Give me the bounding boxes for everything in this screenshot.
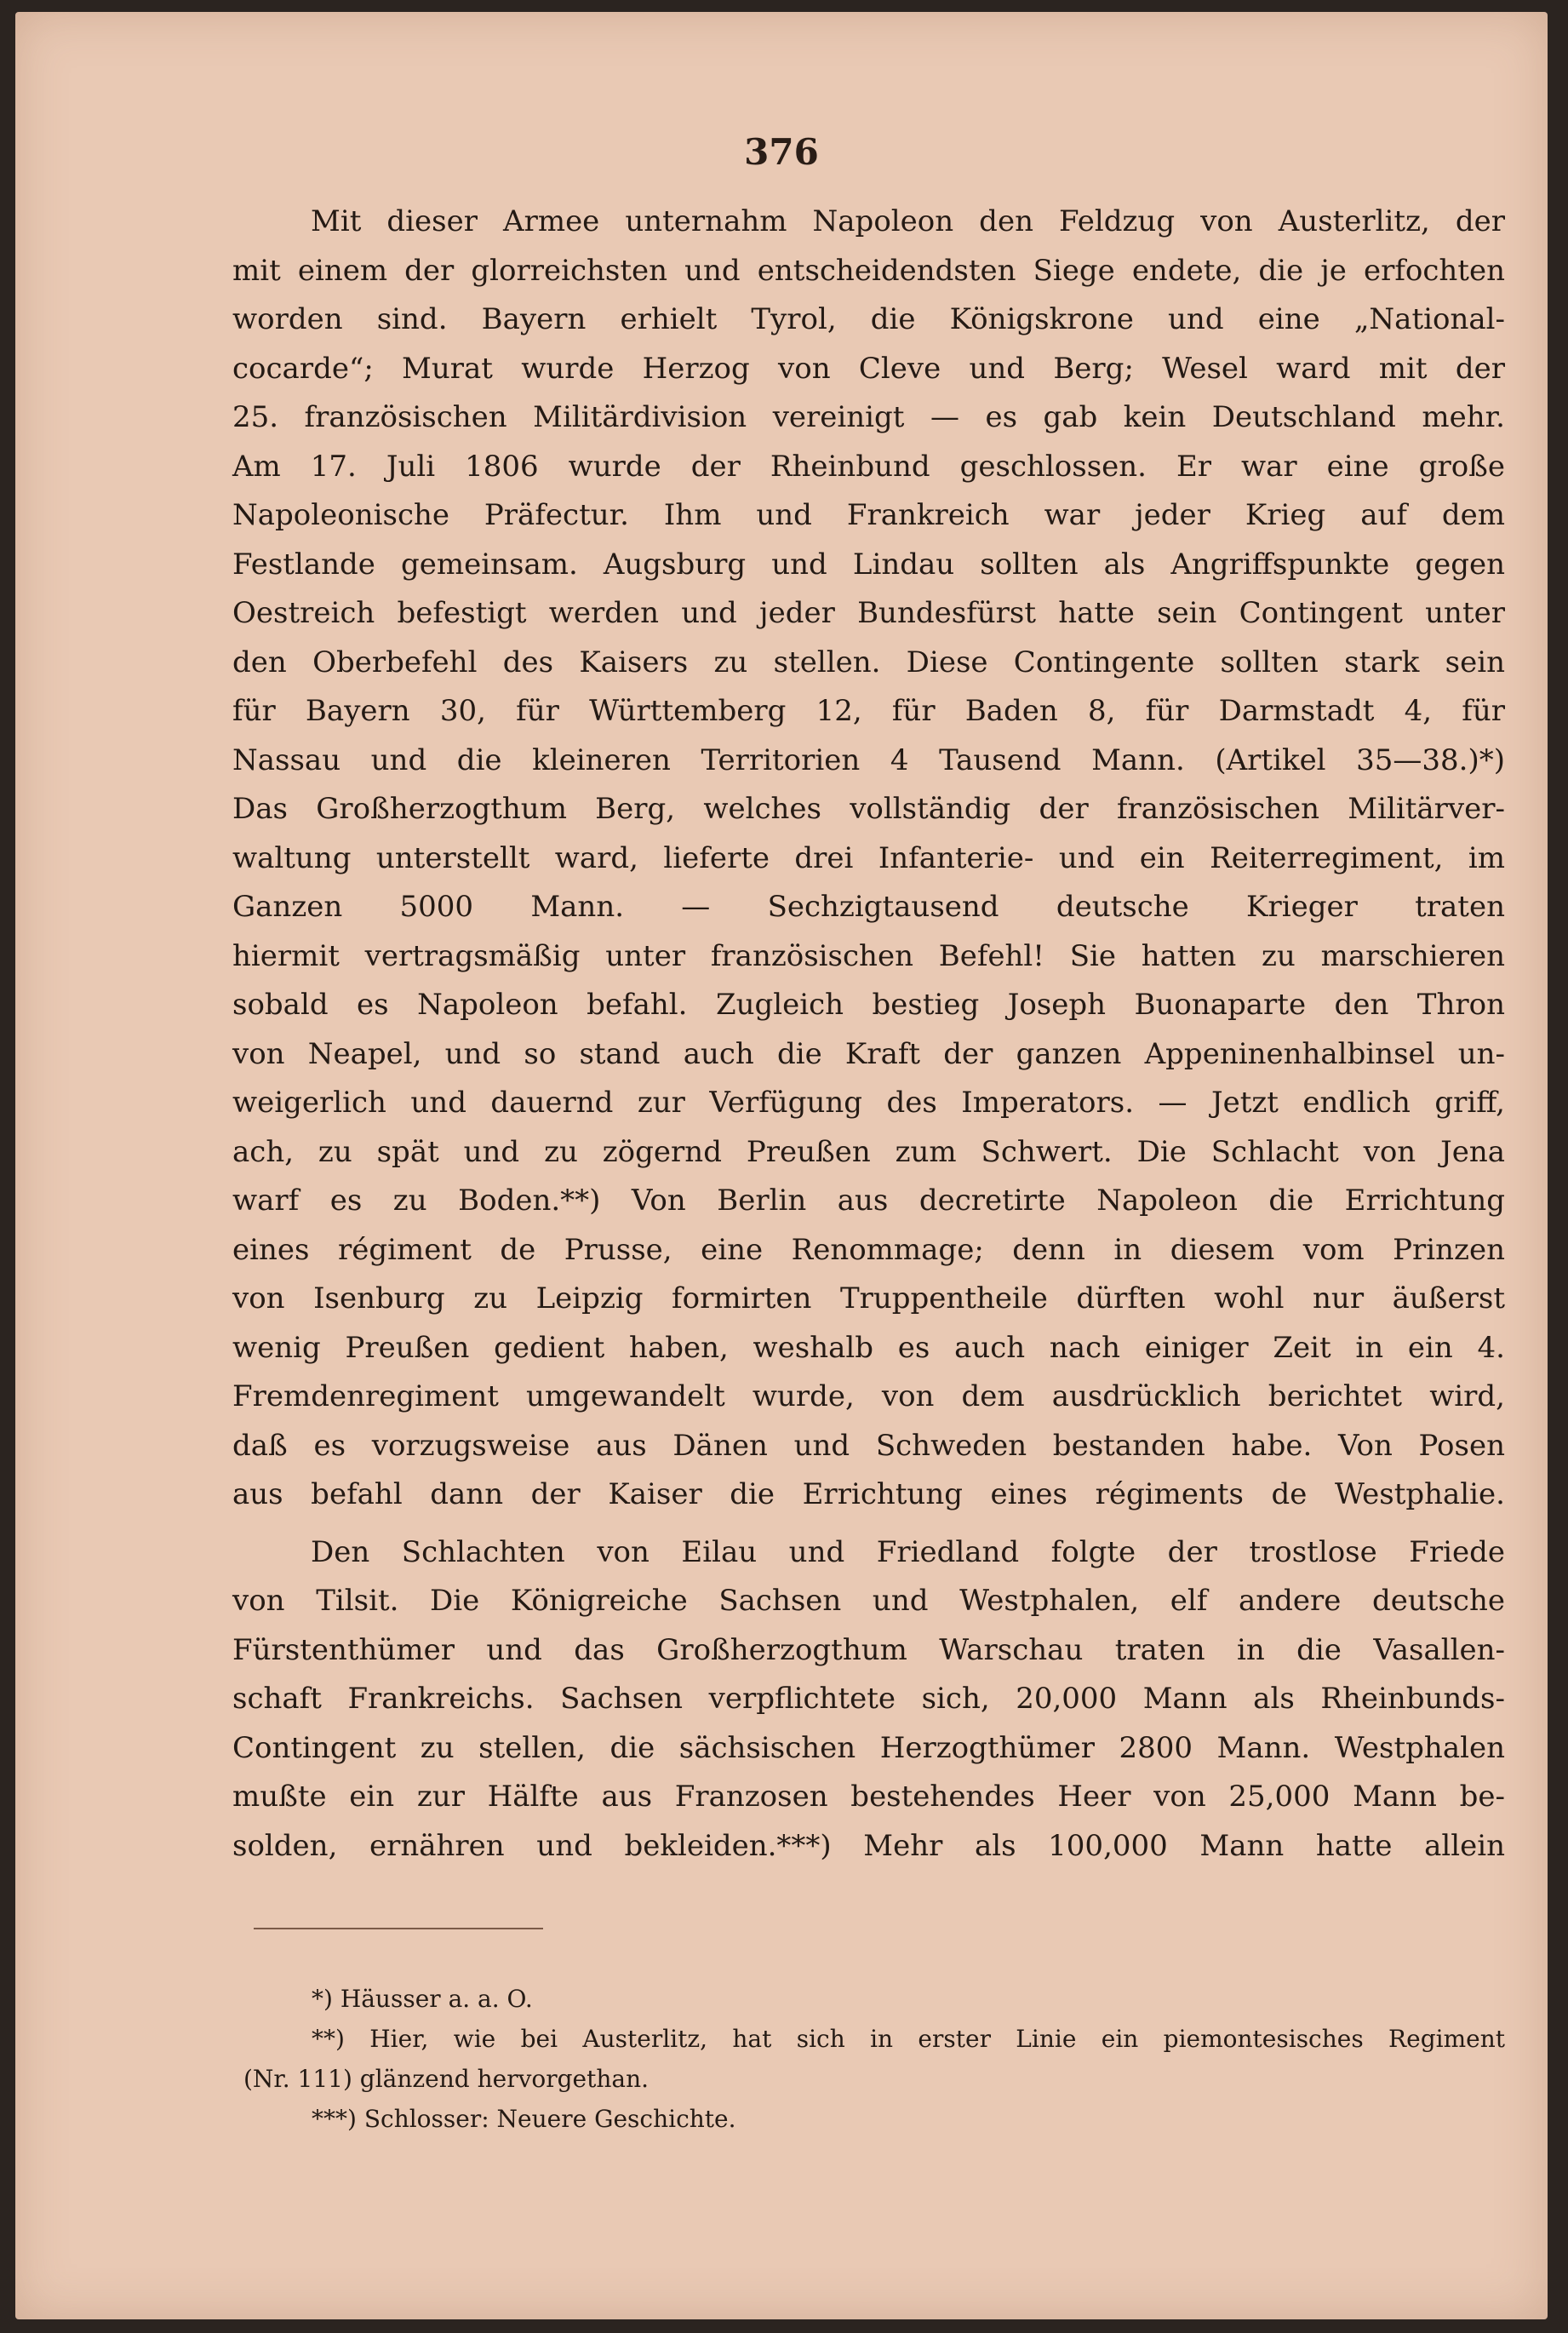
text-line: von Neapel, und so stand auch die Kraft der ganzen Appeninenhalbinsel un- xyxy=(232,1036,1505,1071)
footnote-line: ***) Schlosser: Neuere Geschichte. xyxy=(312,2105,736,2133)
text-line: den Oberbefehl des Kaisers zu stellen. Diese Contingente sollten stark sein xyxy=(232,645,1505,679)
footnote-line: *) Häusser a. a. O. xyxy=(312,1985,533,2013)
text-line: hiermit vertragsmäßig unter französischen Befehl! Sie hatten zu marschieren xyxy=(232,938,1505,973)
text-line: aus befahl dann der Kaiser die Errichtung eines régiments de Westphalie. xyxy=(232,1477,1505,1511)
text-line: Napoleonische Präfectur. Ihm und Frankreich war jeder Krieg auf dem xyxy=(232,498,1505,532)
text-line: Nassau und die kleineren Territorien 4 Tausend Mann. (Artikel 35—38.)*) xyxy=(232,742,1505,777)
text-line: von Tilsit. Die Königreiche Sachsen und Westphalen, elf andere deutsche xyxy=(232,1584,1505,1618)
text-line: daß es vorzugsweise aus Dänen und Schweden bestanden habe. Von Posen xyxy=(232,1428,1505,1463)
text-line: mußte ein zur Hälfte aus Franzosen bestehendes Heer von 25,000 Mann be- xyxy=(232,1780,1505,1814)
text-line: Den Schlachten von Eilau und Friedland folgte der trostlose Friede xyxy=(311,1534,1505,1569)
text-line: eines régiment de Prusse, eine Renommage; denn in diesem vom Prinzen xyxy=(232,1232,1505,1267)
text-line: Contingent zu stellen, die sächsischen Herzogthümer 2800 Mann. Westphalen xyxy=(232,1730,1505,1765)
text-line: mit einem der glorreichsten und entscheidendsten Siege endete, die je erfochten xyxy=(232,253,1505,288)
text-line: für Bayern 30, für Württemberg 12, für Baden 8, für Darmstadt 4, für xyxy=(232,694,1505,728)
text-line: Fremdenregiment umgewandelt wurde, von dem ausdrücklich berichtet wird, xyxy=(232,1379,1505,1413)
text-line: Fürstenthümer und das Großherzogthum Warschau traten in die Vasallen- xyxy=(232,1632,1505,1667)
text-line: wenig Preußen gedient haben, weshalb es auch nach einiger Zeit in ein 4. xyxy=(232,1330,1505,1365)
book-page xyxy=(15,12,1548,2319)
text-line: solden, ernähren und bekleiden.***) Mehr als 100,000 Mann hatte allein xyxy=(232,1828,1505,1863)
text-line: von Isenburg zu Leipzig formirten Truppentheile dürften wohl nur äußerst xyxy=(232,1281,1505,1316)
text-line: 25. französischen Militärdivision vereinigt — es gab kein Deutschland mehr. xyxy=(232,400,1505,434)
text-line: ach, zu spät und zu zögernd Preußen zum Schwert. Die Schlacht von Jena xyxy=(232,1134,1505,1169)
paragraph-2 xyxy=(232,1528,1505,1872)
page-number: 376 xyxy=(744,131,819,173)
footnote-line: **) Hier, wie bei Austerlitz, hat sich in erster Linie ein piemontesisches Regiment xyxy=(312,2025,1505,2053)
text-line: cocarde“; Murat wurde Herzog von Cleve und Berg; Wesel ward mit der xyxy=(232,351,1505,386)
text-line: warf es zu Boden.**) Von Berlin aus decretirte Napoleon die Errichtung xyxy=(232,1184,1505,1218)
text-line: Festlande gemeinsam. Augsburg und Lindau sollten als Angriffspunkte gegen xyxy=(232,547,1505,582)
footnote-line: (Nr. 111) glänzend hervorgethan. xyxy=(243,2065,650,2093)
text-line: Am 17. Juli 1806 wurde der Rheinbund geschlossen. Er war eine große xyxy=(232,449,1505,484)
text-line: sobald es Napoleon befahl. Zugleich bestieg Joseph Buonaparte den Thron xyxy=(232,988,1505,1022)
footnotes xyxy=(243,1979,1505,2139)
body-text xyxy=(232,198,1505,1871)
text-line: weigerlich und dauernd zur Verfügung des Imperators. — Jetzt endlich griff, xyxy=(232,1086,1505,1120)
text-line: schaft Frankreichs. Sachsen verpflichtete sich, 20,000 Mann als Rheinbunds- xyxy=(232,1682,1505,1716)
footnote-divider xyxy=(254,1928,543,1929)
paragraph-1 xyxy=(232,198,1505,1520)
text-line: waltung unterstellt ward, lieferte drei Infanterie- und ein Reiterregiment, im xyxy=(232,840,1505,875)
text-line: Das Großherzogthum Berg, welches vollständig der französischen Militärver- xyxy=(232,792,1505,826)
text-line: Oestreich befestigt werden und jeder Bundesfürst hatte sein Contingent unter xyxy=(232,596,1505,630)
text-line: Ganzen 5000 Mann. — Sechzigtausend deutsche Krieger traten xyxy=(232,890,1505,924)
text-line: worden sind. Bayern erhielt Tyrol, die Königskrone und eine „National- xyxy=(232,302,1505,336)
text-line: Mit dieser Armee unternahm Napoleon den Feldzug von Austerlitz, der xyxy=(311,204,1505,238)
